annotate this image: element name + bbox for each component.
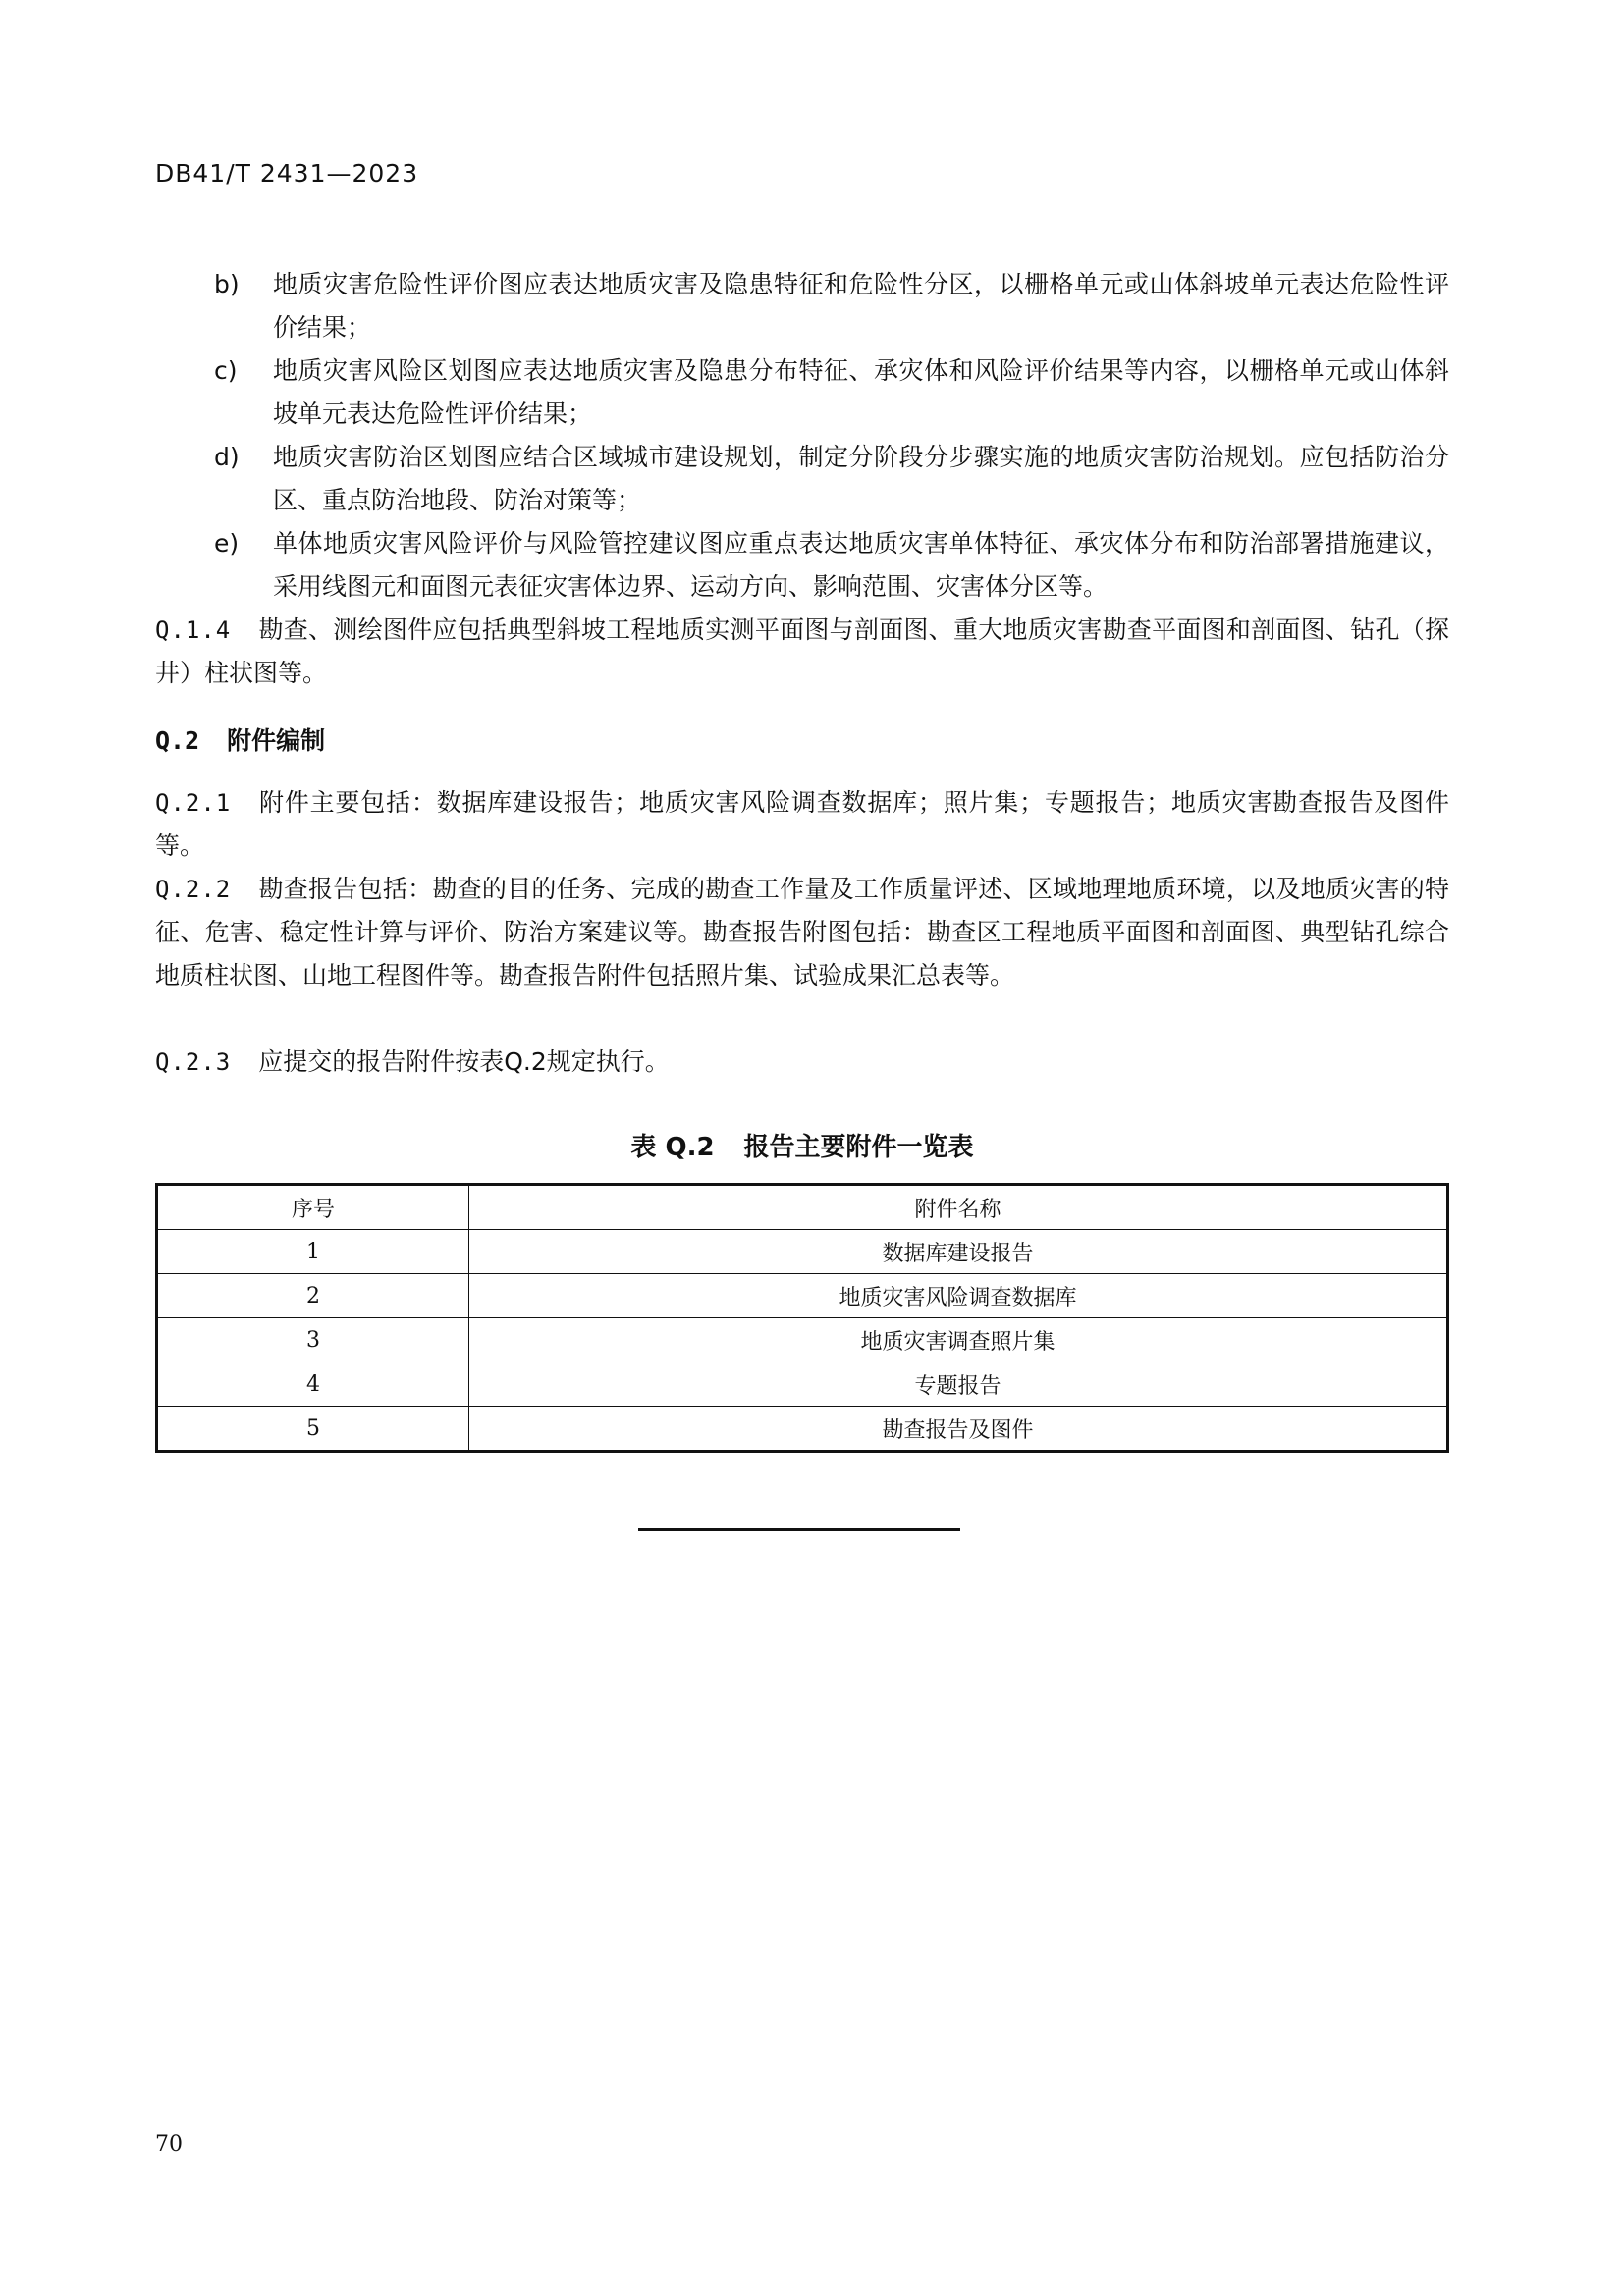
list-text: 单体地质灾害风险评价与风险管控建议图应重点表达地质灾害单体特征、承灾体分布和防治部署措施建议，采用线图元和面图元表征灾害体边界、运动方向、影响范围、灾害体分区等。 — [273, 529, 1449, 601]
list-item-e — [155, 522, 1449, 609]
document-code: DB41/T 2431—2023 — [155, 159, 419, 187]
list-text: 地质灾害风险区划图应表达地质灾害及隐患分布特征、承灾体和风险评价结果等内容，以栅格单元或山体斜坡单元表达危险性评价结果； — [273, 356, 1449, 428]
cell-name: 勘查报告及图件 — [469, 1407, 1448, 1452]
clause-text: 勘查、测绘图件应包括典型斜坡工程地质实测平面图与剖面图、重大地质灾害勘查平面图和剖面图、钻孔（探井）柱状图等。 — [155, 615, 1449, 687]
header-cell-name: 附件名称 — [469, 1185, 1448, 1230]
clause-text: 勘查报告包括：勘查的目的任务、完成的勘查工作量及工作质量评述、区域地理地质环境，以及地质灾害的特征、危害、稳定性计算与评价、防治方案建议等。勘查报告附图包括：勘查区工程地质平面图和剖面图、典型钻孔综合地质柱状图、山地工程图件等。勘查报告附件包括照片集、试验成果汇总表等。 — [155, 875, 1449, 989]
list-text: 地质灾害防治区划图应结合区域城市建设规划，制定分阶段分步骤实施的地质灾害防治规划。应包括防治分区、重点防治地段、防治对策等； — [273, 443, 1449, 514]
clause-text: 应提交的报告附件按表Q.2规定执行。 — [258, 1047, 670, 1076]
table-row — [157, 1274, 1448, 1318]
cell-name: 专题报告 — [469, 1362, 1448, 1407]
cell-name: 地质灾害调查照片集 — [469, 1318, 1448, 1362]
clause-number: Q.2.2 — [155, 876, 232, 903]
table-row — [157, 1362, 1448, 1407]
clause-q-1-4 — [155, 609, 1449, 695]
clause-number: Q.1.4 — [155, 616, 232, 644]
clause-number: Q.2.3 — [155, 1048, 232, 1076]
list-item-d — [155, 436, 1449, 522]
table-header-row — [157, 1185, 1448, 1230]
cell-index: 5 — [157, 1407, 469, 1452]
list-marker: b) — [214, 270, 240, 298]
cell-index: 2 — [157, 1274, 469, 1318]
clause-q-2-3 — [155, 1041, 1449, 1084]
end-rule-divider — [638, 1528, 960, 1531]
section-heading-q2 — [155, 721, 325, 757]
cell-index: 1 — [157, 1230, 469, 1274]
page-number: 70 — [155, 2132, 183, 2157]
table-row — [157, 1318, 1448, 1362]
table-row — [157, 1407, 1448, 1452]
table-number: 表 Q.2 — [630, 1133, 715, 1162]
section-title: 附件编制 — [227, 726, 326, 755]
table-row — [157, 1230, 1448, 1274]
list-marker: c) — [214, 356, 238, 385]
cell-name: 数据库建设报告 — [469, 1230, 1448, 1274]
clause-text: 附件主要包括：数据库建设报告；地质灾害风险调查数据库；照片集；专题报告；地质灾害勘查报告及图件等。 — [155, 788, 1449, 860]
clause-number: Q.2.1 — [155, 789, 232, 817]
clause-q-2-2 — [155, 868, 1449, 997]
list-text: 地质灾害危险性评价图应表达地质灾害及隐患特征和危险性分区，以栅格单元或山体斜坡单元表达危险性评价结果； — [273, 270, 1449, 342]
attachments-table — [155, 1183, 1449, 1453]
section-number: Q.2 — [155, 726, 200, 755]
cell-index: 3 — [157, 1318, 469, 1362]
table-caption — [155, 1127, 1449, 1163]
cell-index: 4 — [157, 1362, 469, 1407]
header-cell-index: 序号 — [157, 1185, 469, 1230]
cell-name: 地质灾害风险调查数据库 — [469, 1274, 1448, 1318]
list-marker: d) — [214, 443, 240, 471]
list-marker: e) — [214, 529, 240, 558]
list-item-b — [155, 263, 1449, 349]
list-item-c — [155, 349, 1449, 436]
table-title: 报告主要附件一览表 — [743, 1133, 974, 1162]
clause-q-2-1 — [155, 781, 1449, 868]
